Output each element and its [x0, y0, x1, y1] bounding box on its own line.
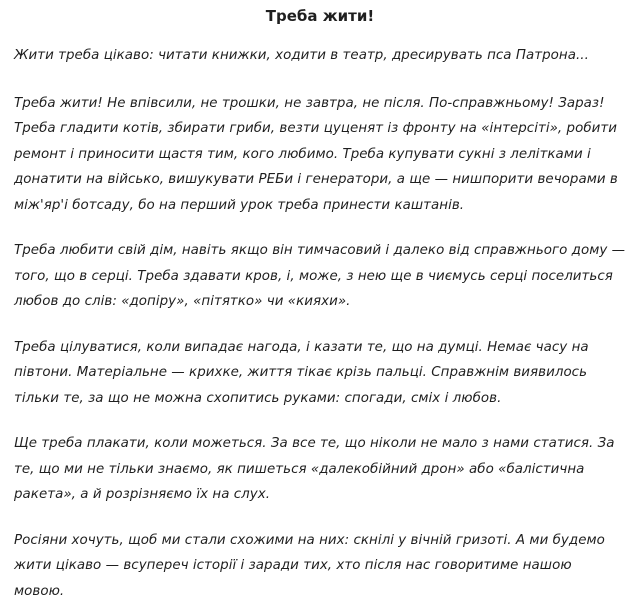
document-title: Треба жити!	[14, 6, 626, 26]
paragraph-5: Ще треба плакати, коли можеться. За все те, що ніколи не мало з нами статися. За те, що ми не тільки знаємо, як пишеться «далекобійний дрон» або «балістична ракета», а й розрізняємо їх на слух.	[14, 431, 626, 508]
paragraph-1: Жити треба цікаво: читати книжки, ходити в театр, дресирувать пса Патрона...	[14, 43, 626, 69]
paragraph-4: Треба цілуватися, коли випадає нагода, і казати те, що на думці. Немає часу на півтони. Матеріальне — крихке, життя тікає крізь пальці. Справжнім виявилось тільки те, за що не можна схопитись руками: спогади, сміх і любов.	[14, 335, 626, 412]
paragraph-3: Треба любити свій дім, навіть якщо він тимчасовий і далеко від справжнього дому — того, що в серці. Треба здавати кров, і, може, з нею ще в чиємусь серці поселиться любов до слів: «допіру», «пітятко» чи «кияхи».	[14, 238, 626, 315]
document-page	[0, 6, 640, 481]
paragraph-6: Росіяни хочуть, щоб ми стали схожими на них: скнілі у вічній гризоті. А ми будемо жити цікаво — всупереч історії і заради тих, хто після нас говоритиме нашою мовою.	[14, 528, 626, 604]
paragraph-2: Треба жити! Не впівсили, не трошки, не завтра, не після. По-справжньому! Зараз! Треба гладити котів, збирати гриби, везти цуценят із фронту на «інтерсіті», робити ремонт і приносити щастя тим, кого любимо. Треба купувати сукні з лелітками і донатити на військо, вишукувати РЕБи і генератори, а ще — нишпорити вечорами в між'яр'і ботсаду, бо на перший урок треба принести каштанів.	[14, 91, 626, 219]
